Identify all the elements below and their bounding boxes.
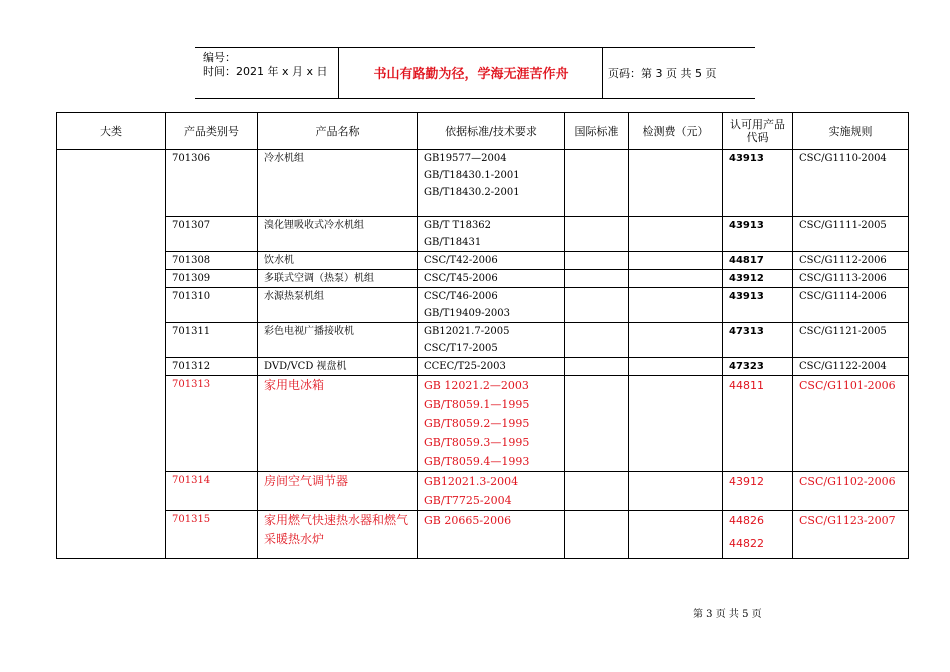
table-row (57, 376, 909, 472)
standard-line: CSC/T42-2006 (424, 255, 498, 266)
standard-line: GB 20665-2006 (424, 514, 512, 527)
table-row (57, 472, 909, 511)
product-name-cell: 彩色电视广播接收机 (258, 323, 418, 358)
standard-line: GB/T T18362 (424, 220, 492, 231)
product-code: 43913 (729, 153, 764, 164)
standard-cell (418, 511, 565, 559)
table-row (57, 358, 909, 376)
intl-standard-cell (565, 511, 629, 559)
product-name-cell: 多联式空调（热泵）机组 (258, 270, 418, 288)
header-standard: 依据标准/技术要求 (418, 113, 565, 150)
table-row (57, 270, 909, 288)
product-code-cell (723, 323, 793, 358)
intl-standard-cell (565, 150, 629, 217)
standard-line: GB19577—2004 (424, 153, 507, 164)
standard-cell (418, 217, 565, 252)
table-row (57, 252, 909, 270)
product-name-cell: 饮水机 (258, 252, 418, 270)
rule-cell: CSC/G1122-2004 (793, 358, 909, 376)
test-fee-cell (629, 288, 723, 323)
header-slogan: 书山有路勤为径，学海无涯苦作舟 (373, 67, 569, 82)
product-name-cell: 房间空气调节器 (258, 472, 418, 511)
product-name-cell: 家用燃气快速热水器和燃气采暖热水炉 (258, 511, 418, 559)
test-fee-cell (629, 270, 723, 288)
standard-line: GB/T8059.4—1993 (424, 455, 530, 468)
table-row (57, 217, 909, 252)
standard-line: CSC/T17-2005 (424, 343, 498, 354)
test-fee-cell (629, 472, 723, 511)
product-code-cell (723, 288, 793, 323)
standard-cell (418, 323, 565, 358)
header-rule: 实施规则 (793, 113, 909, 150)
test-fee-cell (629, 323, 723, 358)
standard-line: GB/T8059.3—1995 (424, 436, 530, 449)
product-code: 43913 (729, 291, 764, 302)
product-code: 44826 (729, 514, 764, 527)
product-name-cell: DVD/VCD 视盘机 (258, 358, 418, 376)
header-category: 大类 (57, 113, 166, 150)
product-code: 47313 (729, 326, 764, 337)
product-name-cell: 水源热泵机组 (258, 288, 418, 323)
product-code-cell (723, 358, 793, 376)
rule-cell: CSC/G1101-2006 (793, 376, 909, 472)
header-divider (338, 48, 339, 98)
table-row (57, 150, 909, 217)
standard-cell (418, 288, 565, 323)
standard-line: GB/T18431 (424, 237, 482, 248)
test-fee-cell (629, 376, 723, 472)
table-row (57, 511, 909, 559)
standard-line: GB/T8059.2—1995 (424, 417, 530, 430)
rule-cell: CSC/G1113-2006 (793, 270, 909, 288)
standard-line: GB 12021.2—2003 (424, 379, 529, 392)
intl-standard-cell (565, 217, 629, 252)
intl-standard-cell (565, 252, 629, 270)
header-product-code: 认可用产品代码 (723, 113, 793, 150)
product-code: 43913 (729, 220, 764, 231)
standard-cell (418, 252, 565, 270)
rule-cell: CSC/G1114-2006 (793, 288, 909, 323)
standard-line: GB12021.7-2005 (424, 326, 510, 337)
rule-cell: CSC/G1110-2004 (793, 150, 909, 217)
standard-cell (418, 270, 565, 288)
class-number-cell: 701306 (166, 150, 258, 217)
rule-cell: CSC/G1112-2006 (793, 252, 909, 270)
intl-standard-cell (565, 288, 629, 323)
class-number-cell: 701314 (166, 472, 258, 511)
test-fee-cell (629, 252, 723, 270)
header-class-number: 产品类别号 (166, 113, 258, 150)
rule-cell: CSC/G1121-2005 (793, 323, 909, 358)
standard-cell (418, 472, 565, 511)
table-row (57, 288, 909, 323)
page-footer: 第 3 页 共 5 页 (693, 609, 762, 620)
product-code: 44811 (729, 379, 764, 392)
test-fee-cell (629, 150, 723, 217)
product-code: 44822 (729, 537, 764, 550)
product-name-cell: 家用电冰箱 (258, 376, 418, 472)
standard-line: GB/T18430.2-2001 (424, 187, 520, 198)
product-code: 44817 (729, 255, 764, 266)
intl-standard-cell (565, 376, 629, 472)
test-fee-cell (629, 358, 723, 376)
class-number-cell: 701315 (166, 511, 258, 559)
time-label: 时间：2021 年 x 月 x 日 (203, 65, 328, 78)
product-name-cell: 冷水机组 (258, 150, 418, 217)
category-cell (57, 150, 166, 559)
header-intl-standard: 国际标准 (565, 113, 629, 150)
product-code: 43912 (729, 273, 764, 284)
standard-cell (418, 358, 565, 376)
standard-line: GB/T8059.1—1995 (424, 398, 530, 411)
standard-line: GB12021.3-2004 (424, 475, 519, 488)
class-number-cell: 701310 (166, 288, 258, 323)
table-row (57, 323, 909, 358)
standard-line: CCEC/T25-2003 (424, 361, 506, 372)
intl-standard-cell (565, 323, 629, 358)
class-number-cell: 701313 (166, 376, 258, 472)
intl-standard-cell (565, 472, 629, 511)
class-number-cell: 701307 (166, 217, 258, 252)
test-fee-cell (629, 511, 723, 559)
header-test-fee: 检测费（元） (629, 113, 723, 150)
rule-cell: CSC/G1123-2007 (793, 511, 909, 559)
number-label: 编号： (203, 51, 236, 64)
standard-line: CSC/T46-2006 (424, 291, 498, 302)
standard-line: GB/T19409-2003 (424, 308, 511, 319)
header-product-name: 产品名称 (258, 113, 418, 150)
rule-cell: CSC/G1111-2005 (793, 217, 909, 252)
class-number-cell: 701308 (166, 252, 258, 270)
product-table (56, 112, 909, 559)
header-page-info: 页码：第 3 页 共 5 页 (608, 67, 717, 80)
class-number-cell: 701312 (166, 358, 258, 376)
product-code-cell (723, 376, 793, 472)
intl-standard-cell (565, 270, 629, 288)
rule-cell: CSC/G1102-2006 (793, 472, 909, 511)
product-code-cell (723, 217, 793, 252)
product-code: 47323 (729, 361, 764, 372)
table-body (57, 150, 909, 559)
product-code: 43912 (729, 475, 764, 488)
standard-line: GB/T7725-2004 (424, 494, 512, 507)
test-fee-cell (629, 217, 723, 252)
product-code-cell (723, 270, 793, 288)
class-number-cell: 701309 (166, 270, 258, 288)
product-name-cell: 溴化锂吸收式冷水机组 (258, 217, 418, 252)
product-code-cell (723, 252, 793, 270)
header-meta (203, 51, 328, 79)
page-header (195, 47, 755, 99)
standard-cell (418, 150, 565, 217)
standard-cell (418, 376, 565, 472)
table-header-row (57, 113, 909, 150)
header-divider (602, 48, 603, 98)
standard-line: GB/T18430.1-2001 (424, 170, 520, 181)
intl-standard-cell (565, 358, 629, 376)
product-code-cell (723, 511, 793, 559)
class-number-cell: 701311 (166, 323, 258, 358)
product-code-cell (723, 150, 793, 217)
standard-line: CSC/T45-2006 (424, 273, 498, 284)
product-code-cell (723, 472, 793, 511)
